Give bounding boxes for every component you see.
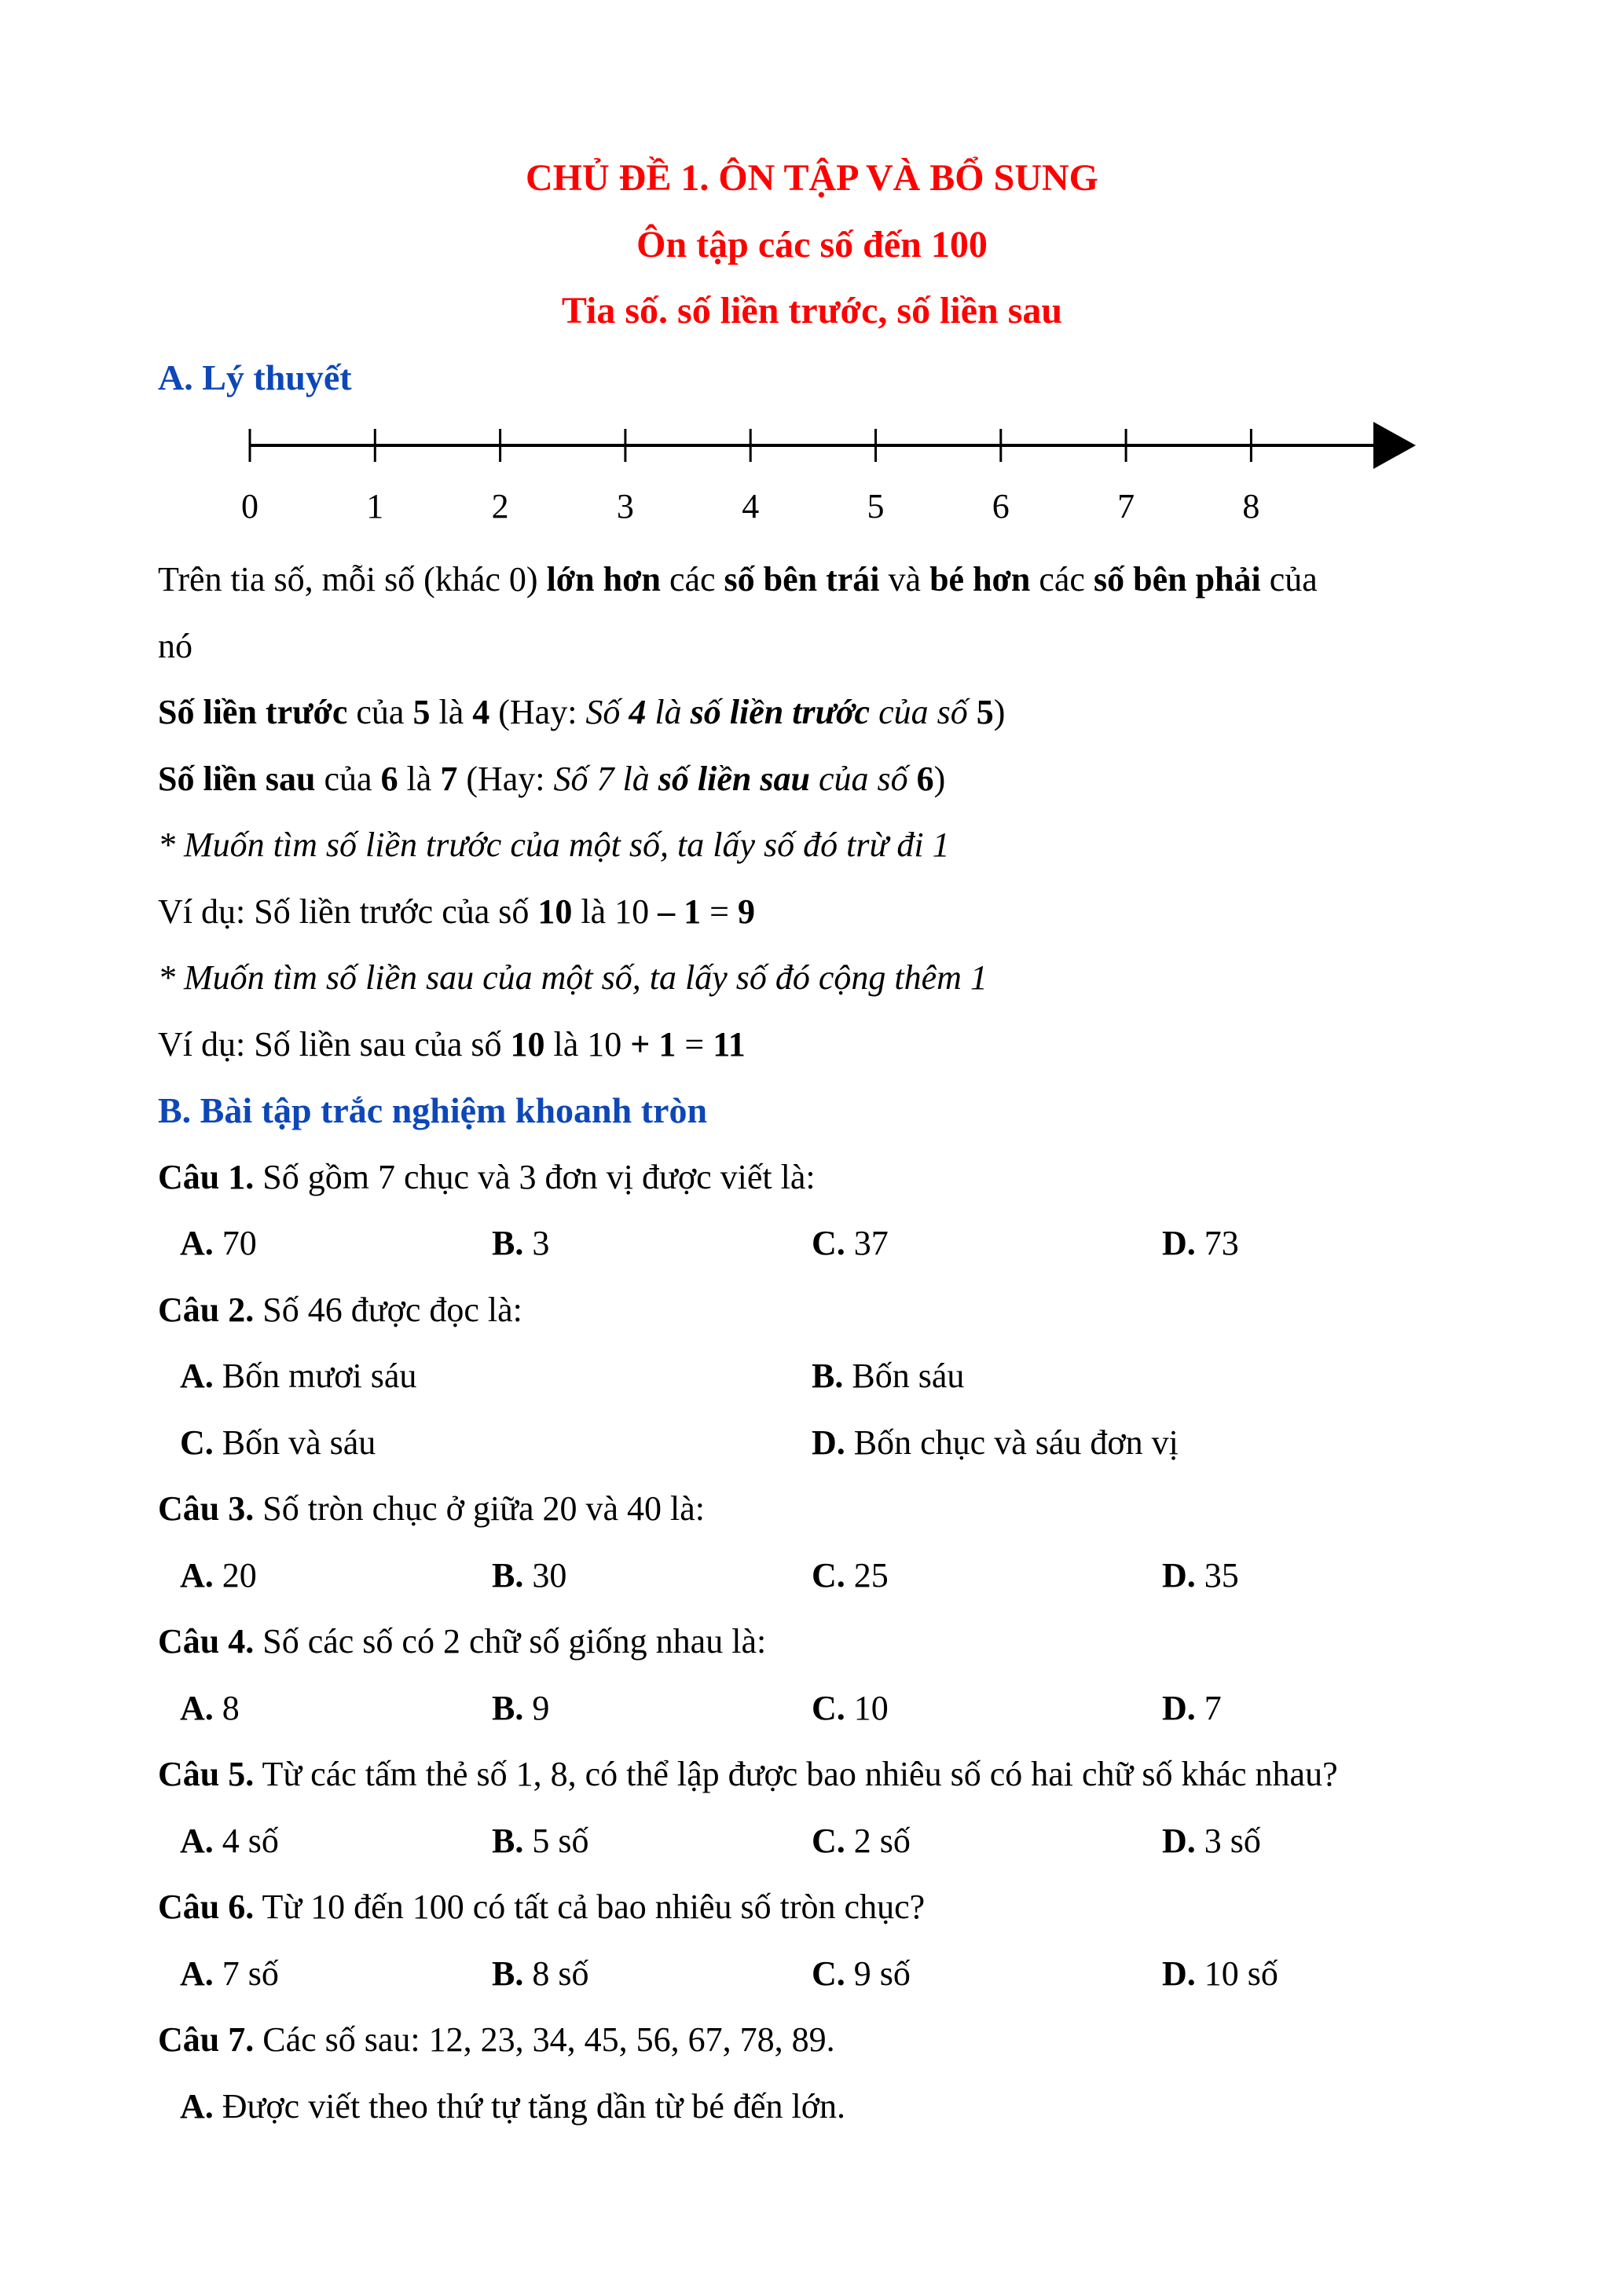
text-segment: Số (585, 693, 629, 731)
text-segment: là (398, 759, 441, 798)
text-segment: 5 (412, 693, 431, 731)
number-line-label: 4 (742, 487, 760, 525)
text-segment: bé hơn (929, 560, 1031, 599)
text-segment: 4 (472, 693, 490, 731)
text-segment: Ví dụ: Số liền trước của số (158, 892, 538, 931)
option-letter: D. (1162, 1224, 1196, 1262)
option-text: Bốn mươi sáu (222, 1357, 417, 1395)
answer-option-c[interactable] (812, 1210, 889, 1277)
text-segment: Số liền sau (158, 759, 316, 798)
option-text: Bốn sáu (852, 1357, 965, 1395)
text-segment: 6 (916, 759, 934, 798)
text-segment: Câu 6. (158, 1888, 255, 1926)
text-segment: lớn hơn (546, 560, 661, 599)
option-letter: A. (180, 1224, 214, 1262)
text-segment: Số 7 là (553, 759, 658, 798)
text-line (158, 879, 1494, 946)
text-segment: là 10 (544, 1024, 631, 1064)
text-segment: 10 (510, 1024, 545, 1064)
option-letter: A. (180, 1688, 214, 1727)
title-lesson: Ôn tập các số đến 100 (636, 224, 988, 265)
number-line-label: 2 (491, 487, 509, 525)
text-line (158, 679, 1494, 746)
answer-option-b[interactable] (492, 1543, 566, 1609)
text-line (158, 547, 1494, 613)
option-text: 8 số (532, 1954, 589, 1993)
text-segment: của số (809, 759, 917, 798)
text-segment: Câu 5. (158, 1755, 255, 1793)
text-segment: của (315, 759, 381, 798)
answer-option-d[interactable] (1162, 1675, 1222, 1742)
option-text: 7 số (222, 1954, 279, 1993)
text-segment: nó (158, 626, 192, 665)
answer-option-a[interactable] (180, 1543, 257, 1609)
text-segment: + 1 (630, 1024, 676, 1064)
option-text: 20 (222, 1555, 257, 1595)
text-line (158, 1144, 1494, 1211)
text-segment: Số gồm 7 chục và 3 đơn vị được viết là: (254, 1157, 816, 1196)
answer-option-d[interactable] (812, 1410, 1179, 1477)
text-segment: = (701, 892, 738, 931)
option-text: 3 số (1204, 1821, 1261, 1860)
number-line-label: 1 (366, 487, 384, 525)
text-segment: 6 (380, 759, 398, 798)
text-segment: Từ các tấm thẻ số 1, 8, có thể lập được bao nhiêu số có hai chữ số khác nhau? (254, 1755, 1338, 1793)
answer-option-b[interactable] (492, 1808, 588, 1875)
option-letter: B. (492, 1688, 524, 1727)
text-segment: Số 46 được đọc là: (254, 1290, 522, 1329)
text-segment: Câu 4. (158, 1622, 255, 1661)
answer-option-a[interactable] (180, 1343, 416, 1410)
answer-options (158, 1808, 1494, 1875)
option-letter: D. (1162, 1954, 1196, 1993)
text-segment: các (660, 560, 724, 599)
answer-option-c[interactable] (180, 1410, 376, 1477)
text-segment: ) (993, 693, 1006, 731)
option-text: 30 (532, 1555, 567, 1595)
number-line-label: 6 (992, 487, 1010, 525)
answer-option-a[interactable] (180, 1808, 279, 1875)
text-segment: 10 (537, 892, 573, 931)
text-segment: Câu 2. (158, 1290, 255, 1329)
answer-option-b[interactable] (492, 1210, 549, 1277)
text-segment: – 1 (658, 892, 702, 931)
number-line-label: 7 (1117, 487, 1135, 525)
text-line (158, 1874, 1494, 1941)
text-segment: 4 (629, 693, 647, 731)
text-segment: số bên phải (1093, 560, 1261, 599)
option-text: 73 (1204, 1224, 1239, 1262)
option-text: 9 số (853, 1954, 911, 1993)
option-text: 70 (222, 1224, 257, 1262)
text-segment: Số các số có 2 chữ số giống nhau là: (254, 1622, 767, 1661)
text-line (158, 1741, 1494, 1808)
section-a-heading: A. Lý thuyết (158, 357, 352, 397)
text-segment: là (646, 693, 691, 731)
answer-option-d[interactable] (1162, 1210, 1239, 1277)
option-text: Bốn và sáu (222, 1423, 376, 1462)
answer-options (158, 1210, 1494, 1277)
text-segment: số liền trước (690, 693, 871, 731)
answer-option-b[interactable] (812, 1343, 964, 1410)
text-segment: là (430, 693, 473, 731)
option-text: 10 số (1204, 1954, 1278, 1993)
option-letter: A. (180, 1357, 214, 1395)
answer-option-a[interactable] (180, 2074, 845, 2140)
option-letter: A. (180, 1954, 214, 1993)
number-line (0, 408, 1461, 534)
text-segment: Trên tia số, mỗi số (khác 0) (158, 560, 547, 599)
section-b-heading (158, 1078, 1494, 1144)
option-letter: B. (492, 1954, 524, 1993)
answer-options (158, 1410, 1494, 1477)
text-segment: Từ 10 đến 100 có tất cả bao nhiêu số tròn chục? (254, 1888, 926, 1926)
text-segment: số liền sau (658, 759, 810, 798)
title-subtopic: Tia số. số liền trước, số liền sau (561, 290, 1063, 331)
text-segment: Các số sau: 12, 23, 34, 45, 56, 67, 78, 89. (254, 2020, 835, 2059)
text-segment: 5 (976, 693, 994, 731)
option-text: 2 số (853, 1821, 911, 1860)
option-letter: A. (180, 1821, 214, 1860)
text-segment: Số tròn chục ở giữa 20 và 40 là: (254, 1489, 706, 1528)
text-line (158, 812, 1494, 879)
option-letter: D. (1162, 1688, 1196, 1727)
option-text: Được viết theo thứ tự tăng dần từ bé đến lớn. (222, 2086, 845, 2126)
option-letter: C. (812, 1688, 845, 1727)
text-segment: Số liền trước (158, 693, 348, 731)
answer-option-a[interactable] (180, 1941, 279, 2008)
option-letter: B. (492, 1555, 524, 1595)
option-letter: C. (812, 1555, 845, 1595)
answer-option-c[interactable] (812, 1543, 889, 1609)
text-line (158, 1476, 1494, 1543)
option-text: 10 (853, 1688, 889, 1727)
text-line (158, 1012, 1494, 1078)
text-line (158, 1277, 1494, 1344)
text-segment: Ví dụ: Số liền sau của số (158, 1024, 511, 1064)
option-text: 35 (1204, 1555, 1239, 1595)
option-letter: D. (812, 1423, 845, 1462)
title-topic: CHỦ ĐỀ 1. ÔN TẬP VÀ BỔ SUNG (526, 157, 1098, 199)
number-line-label: 3 (616, 487, 634, 525)
answer-option-d[interactable] (1162, 1543, 1239, 1609)
answer-option-c[interactable] (812, 1808, 911, 1875)
document-body (158, 547, 1494, 2140)
option-letter: D. (1162, 1555, 1196, 1595)
text-segment: ) (933, 759, 946, 798)
answer-options (158, 1343, 1494, 1410)
answer-option-c[interactable] (812, 1675, 889, 1742)
option-letter: A. (180, 1555, 214, 1595)
number-line-label: 8 (1242, 487, 1260, 525)
option-text: 25 (853, 1555, 889, 1595)
text-segment: của (347, 693, 413, 731)
answer-option-a[interactable] (180, 1675, 240, 1742)
option-letter: C. (812, 1224, 845, 1262)
option-text: 4 số (222, 1821, 279, 1860)
option-text: 5 số (532, 1821, 589, 1860)
answer-option-b[interactable] (492, 1675, 549, 1742)
option-letter: C. (180, 1423, 214, 1462)
option-letter: C. (812, 1821, 845, 1860)
answer-options (158, 1543, 1494, 1609)
option-letter: A. (180, 2086, 214, 2126)
number-line-label: 5 (867, 487, 885, 525)
answer-options (158, 2074, 1494, 2140)
answer-option-b[interactable] (492, 1941, 588, 2008)
text-segment: của (1260, 560, 1318, 599)
text-segment: là 10 (572, 892, 658, 931)
option-text: 8 (222, 1688, 240, 1727)
text-segment: và (879, 560, 930, 599)
text-segment: Câu 3. (158, 1489, 255, 1528)
text-segment: 9 (737, 892, 755, 931)
answer-options (158, 1675, 1494, 1742)
option-letter: B. (492, 1224, 524, 1262)
section-heading-text: B. Bài tập trắc nghiệm khoanh tròn (158, 1090, 708, 1130)
text-segment: (Hay: (489, 693, 586, 731)
option-letter: B. (812, 1357, 844, 1395)
text-line (158, 1609, 1494, 1675)
text-segment: 11 (713, 1024, 746, 1064)
option-letter: B. (492, 1821, 524, 1860)
text-segment: = (676, 1024, 713, 1064)
text-segment: Câu 7. (158, 2020, 255, 2059)
option-letter: C. (812, 1954, 845, 1993)
text-line (158, 2007, 1494, 2074)
text-segment: Câu 1. (158, 1157, 255, 1196)
option-text: 3 (532, 1224, 550, 1262)
answer-option-c[interactable] (812, 1941, 911, 2008)
text-segment: số bên trái (724, 560, 880, 599)
answer-options (158, 1941, 1494, 2008)
option-text: 7 (1204, 1688, 1222, 1727)
text-line (158, 746, 1494, 813)
answer-option-a[interactable] (180, 1210, 257, 1277)
text-segment: * Muốn tìm số liền sau của một số, ta lấy số đó cộng thêm 1 (158, 958, 988, 997)
text-segment: các (1030, 560, 1094, 599)
text-segment: của số (870, 693, 977, 731)
text-segment: (Hay: (457, 759, 554, 798)
answer-option-d[interactable] (1162, 1941, 1278, 2008)
option-text: 37 (853, 1224, 889, 1262)
answer-option-d[interactable] (1162, 1808, 1261, 1875)
option-text: 9 (532, 1688, 550, 1727)
text-line (158, 613, 1494, 680)
text-line (158, 945, 1494, 1012)
arrow-head-icon (1373, 422, 1416, 469)
text-segment: 7 (440, 759, 458, 798)
text-segment: * Muốn tìm số liền trước của một số, ta lấy số đó trừ đi 1 (158, 826, 950, 864)
number-line-label: 0 (241, 487, 258, 525)
option-text: Bốn chục và sáu đơn vị (853, 1423, 1179, 1462)
option-letter: D. (1162, 1821, 1196, 1860)
